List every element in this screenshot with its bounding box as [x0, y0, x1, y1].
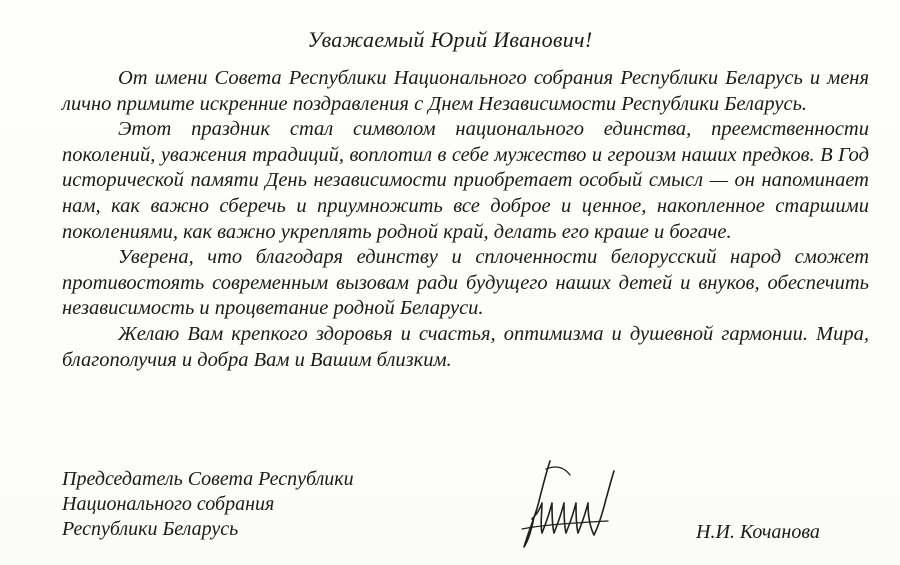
signatory-title-line: Национального собрания	[62, 493, 275, 515]
letter-paragraph: От имени Совета Республики Национального собрания Республики Беларусь и меня лично примите искренние поздравления с Днем Независимости Республики Беларусь.	[62, 67, 869, 115]
letter-greeting: Уважаемый Юрий Иванович!	[307, 27, 593, 52]
letter-paragraph: Желаю Вам крепкого здоровья и счастья, оптимизма и душевной гармонии. Мира, благополучия и добра Вам и Вашим близким.	[62, 322, 869, 371]
signatory-title	[62, 467, 354, 542]
signatory-title-line: Республики Беларусь	[62, 518, 239, 540]
signatory-title-line: Председатель Совета Республики	[62, 468, 354, 490]
letter-paragraph: Уверена, что благодаря единству и сплоченности белорусский народ сможет противостоять современным вызовам ради будущего наших детей и внуков, обеспечить независимость и процветание родной Беларуси.	[62, 246, 869, 320]
signer-name: Н.И. Кочанова	[696, 521, 820, 543]
letter-paragraph: Этот праздник стал символом национального единства, преемственности поколений, уважения традиций, воплотил в себе мужество и героизм наших предков. В Год исторической памяти День независимости приобретает особый смысл — он напоминает нам, как важно сберечь и приумножить все доброе и ценное, накопленное старшими поколениями, как важно укреплять родной край, делать его краше и богаче.	[62, 118, 869, 243]
letter-body	[62, 66, 869, 373]
handwritten-signature	[512, 455, 622, 555]
